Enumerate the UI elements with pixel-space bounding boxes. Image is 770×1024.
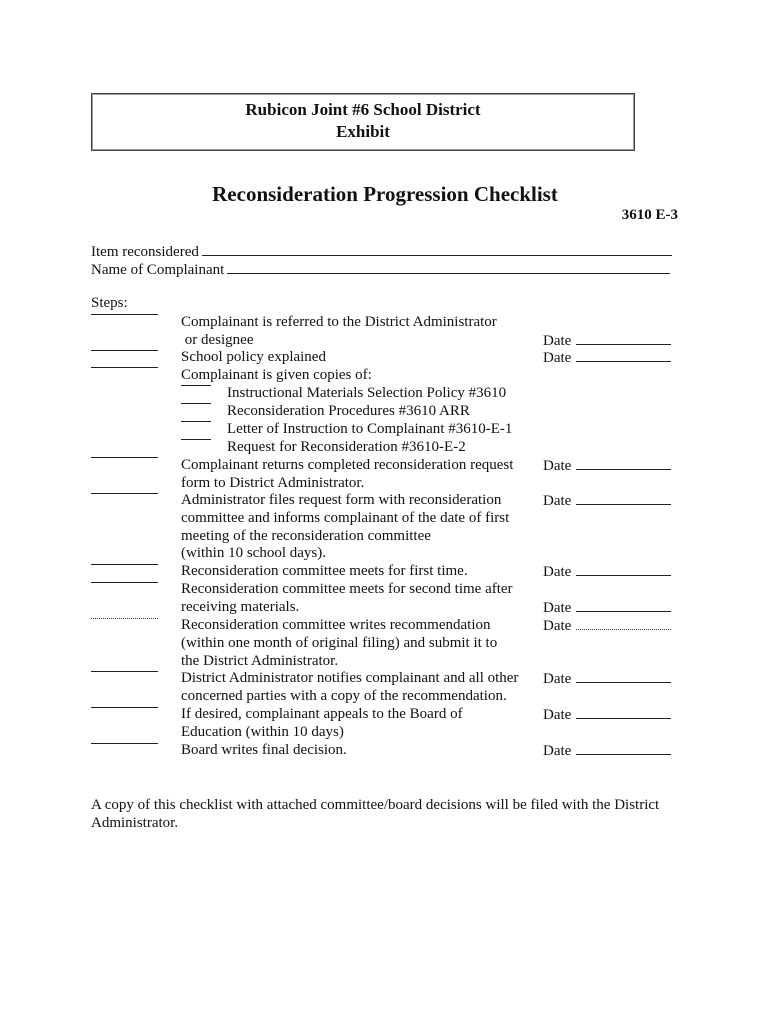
- step-4-text: Complainant returns completed reconsideration request form to District Administrator.: [181, 457, 514, 491]
- steps-label: Steps:: [91, 295, 128, 311]
- step-5-date: Date: [543, 492, 671, 510]
- step-9-date-line[interactable]: [576, 670, 671, 683]
- step-9-blank[interactable]: [91, 671, 158, 672]
- district-header-box: [91, 93, 635, 151]
- copy-1-text: Instructional Materials Selection Policy #3610: [227, 385, 507, 401]
- step-6-text: Reconsideration committee meets for first time.: [181, 563, 468, 579]
- step-7-text: Reconsideration committee meets for second time after receiving materials.: [181, 581, 513, 615]
- step-7-date: Date: [543, 599, 671, 617]
- complainant-name-field: [91, 261, 670, 279]
- copy-3-text: Letter of Instruction to Complainant #3610-E-1: [227, 421, 513, 437]
- copy-2-text: Reconsideration Procedures #3610 ARR: [227, 403, 470, 419]
- step-10-date-line[interactable]: [576, 706, 671, 719]
- step-10-text: If desired, complainant appeals to the Board of Education (within 10 days): [181, 706, 463, 740]
- step-4-date: Date: [543, 457, 671, 475]
- district-name: Rubicon Joint #6 School District: [245, 100, 481, 119]
- step-2-text: School policy explained: [181, 349, 326, 365]
- step-3-blank[interactable]: [91, 367, 158, 368]
- step-11-date-line[interactable]: [576, 742, 671, 755]
- step-2-date-line[interactable]: [576, 349, 671, 362]
- step-5-date-line[interactable]: [576, 492, 671, 505]
- document-code: 3610 E-3: [621, 207, 678, 223]
- page-title: Reconsideration Progression Checklist: [212, 182, 558, 206]
- step-1-blank[interactable]: [91, 314, 158, 315]
- copy-4-text: Request for Reconsideration #3610-E-2: [227, 439, 466, 455]
- step-11-date: Date: [543, 742, 671, 760]
- item-reconsidered-label: Item reconsidered: [91, 244, 199, 260]
- step-6-date-line[interactable]: [576, 563, 671, 576]
- step-7-blank[interactable]: [91, 582, 158, 583]
- step-5-text: Administrator files request form with reconsideration committee and informs complainant of the date of first meeting of the reconsideration committee (within 10 school days).: [181, 492, 510, 562]
- step-8-date-line[interactable]: [576, 617, 671, 630]
- step-10-date: Date: [543, 706, 671, 724]
- copy-3-blank[interactable]: [181, 421, 211, 422]
- copy-4-blank[interactable]: [181, 439, 211, 440]
- step-1-date-line[interactable]: [576, 332, 671, 345]
- item-reconsidered-line[interactable]: [202, 243, 672, 256]
- filing-note: A copy of this checklist with attached committee/board decisions will be filed with the District Administrator.: [91, 797, 660, 831]
- step-8-text: Reconsideration committee writes recommendation (within one month of original filing) and submit it to the District Administrator.: [181, 617, 498, 669]
- step-3-text: Complainant is given copies of:: [181, 367, 372, 383]
- step-4-blank[interactable]: [91, 457, 158, 458]
- step-9-date: Date: [543, 670, 671, 688]
- step-6-date: Date: [543, 563, 671, 581]
- step-4-date-line[interactable]: [576, 457, 671, 470]
- step-1-date: Date: [543, 332, 671, 350]
- step-2-blank[interactable]: [91, 350, 158, 351]
- step-9-text: District Administrator notifies complainant and all other concerned parties with a copy of the recommendation.: [181, 670, 519, 704]
- complainant-name-label: Name of Complainant: [91, 262, 225, 278]
- exhibit-label: Exhibit: [336, 122, 390, 141]
- step-1-text: Complainant is referred to the District Administrator or designee: [181, 314, 497, 348]
- step-5-blank[interactable]: [91, 493, 158, 494]
- complainant-name-line[interactable]: [227, 261, 670, 274]
- step-7-date-line[interactable]: [576, 599, 671, 612]
- step-2-date: Date: [543, 349, 671, 367]
- step-8-date: Date: [543, 617, 671, 635]
- step-11-blank[interactable]: [91, 743, 158, 744]
- copy-1-blank[interactable]: [181, 385, 211, 386]
- step-6-blank[interactable]: [91, 564, 158, 565]
- step-8-blank[interactable]: [91, 618, 158, 619]
- item-reconsidered-field: [91, 243, 672, 261]
- step-11-text: Board writes final decision.: [181, 742, 347, 758]
- copy-2-blank[interactable]: [181, 403, 211, 404]
- step-10-blank[interactable]: [91, 707, 158, 708]
